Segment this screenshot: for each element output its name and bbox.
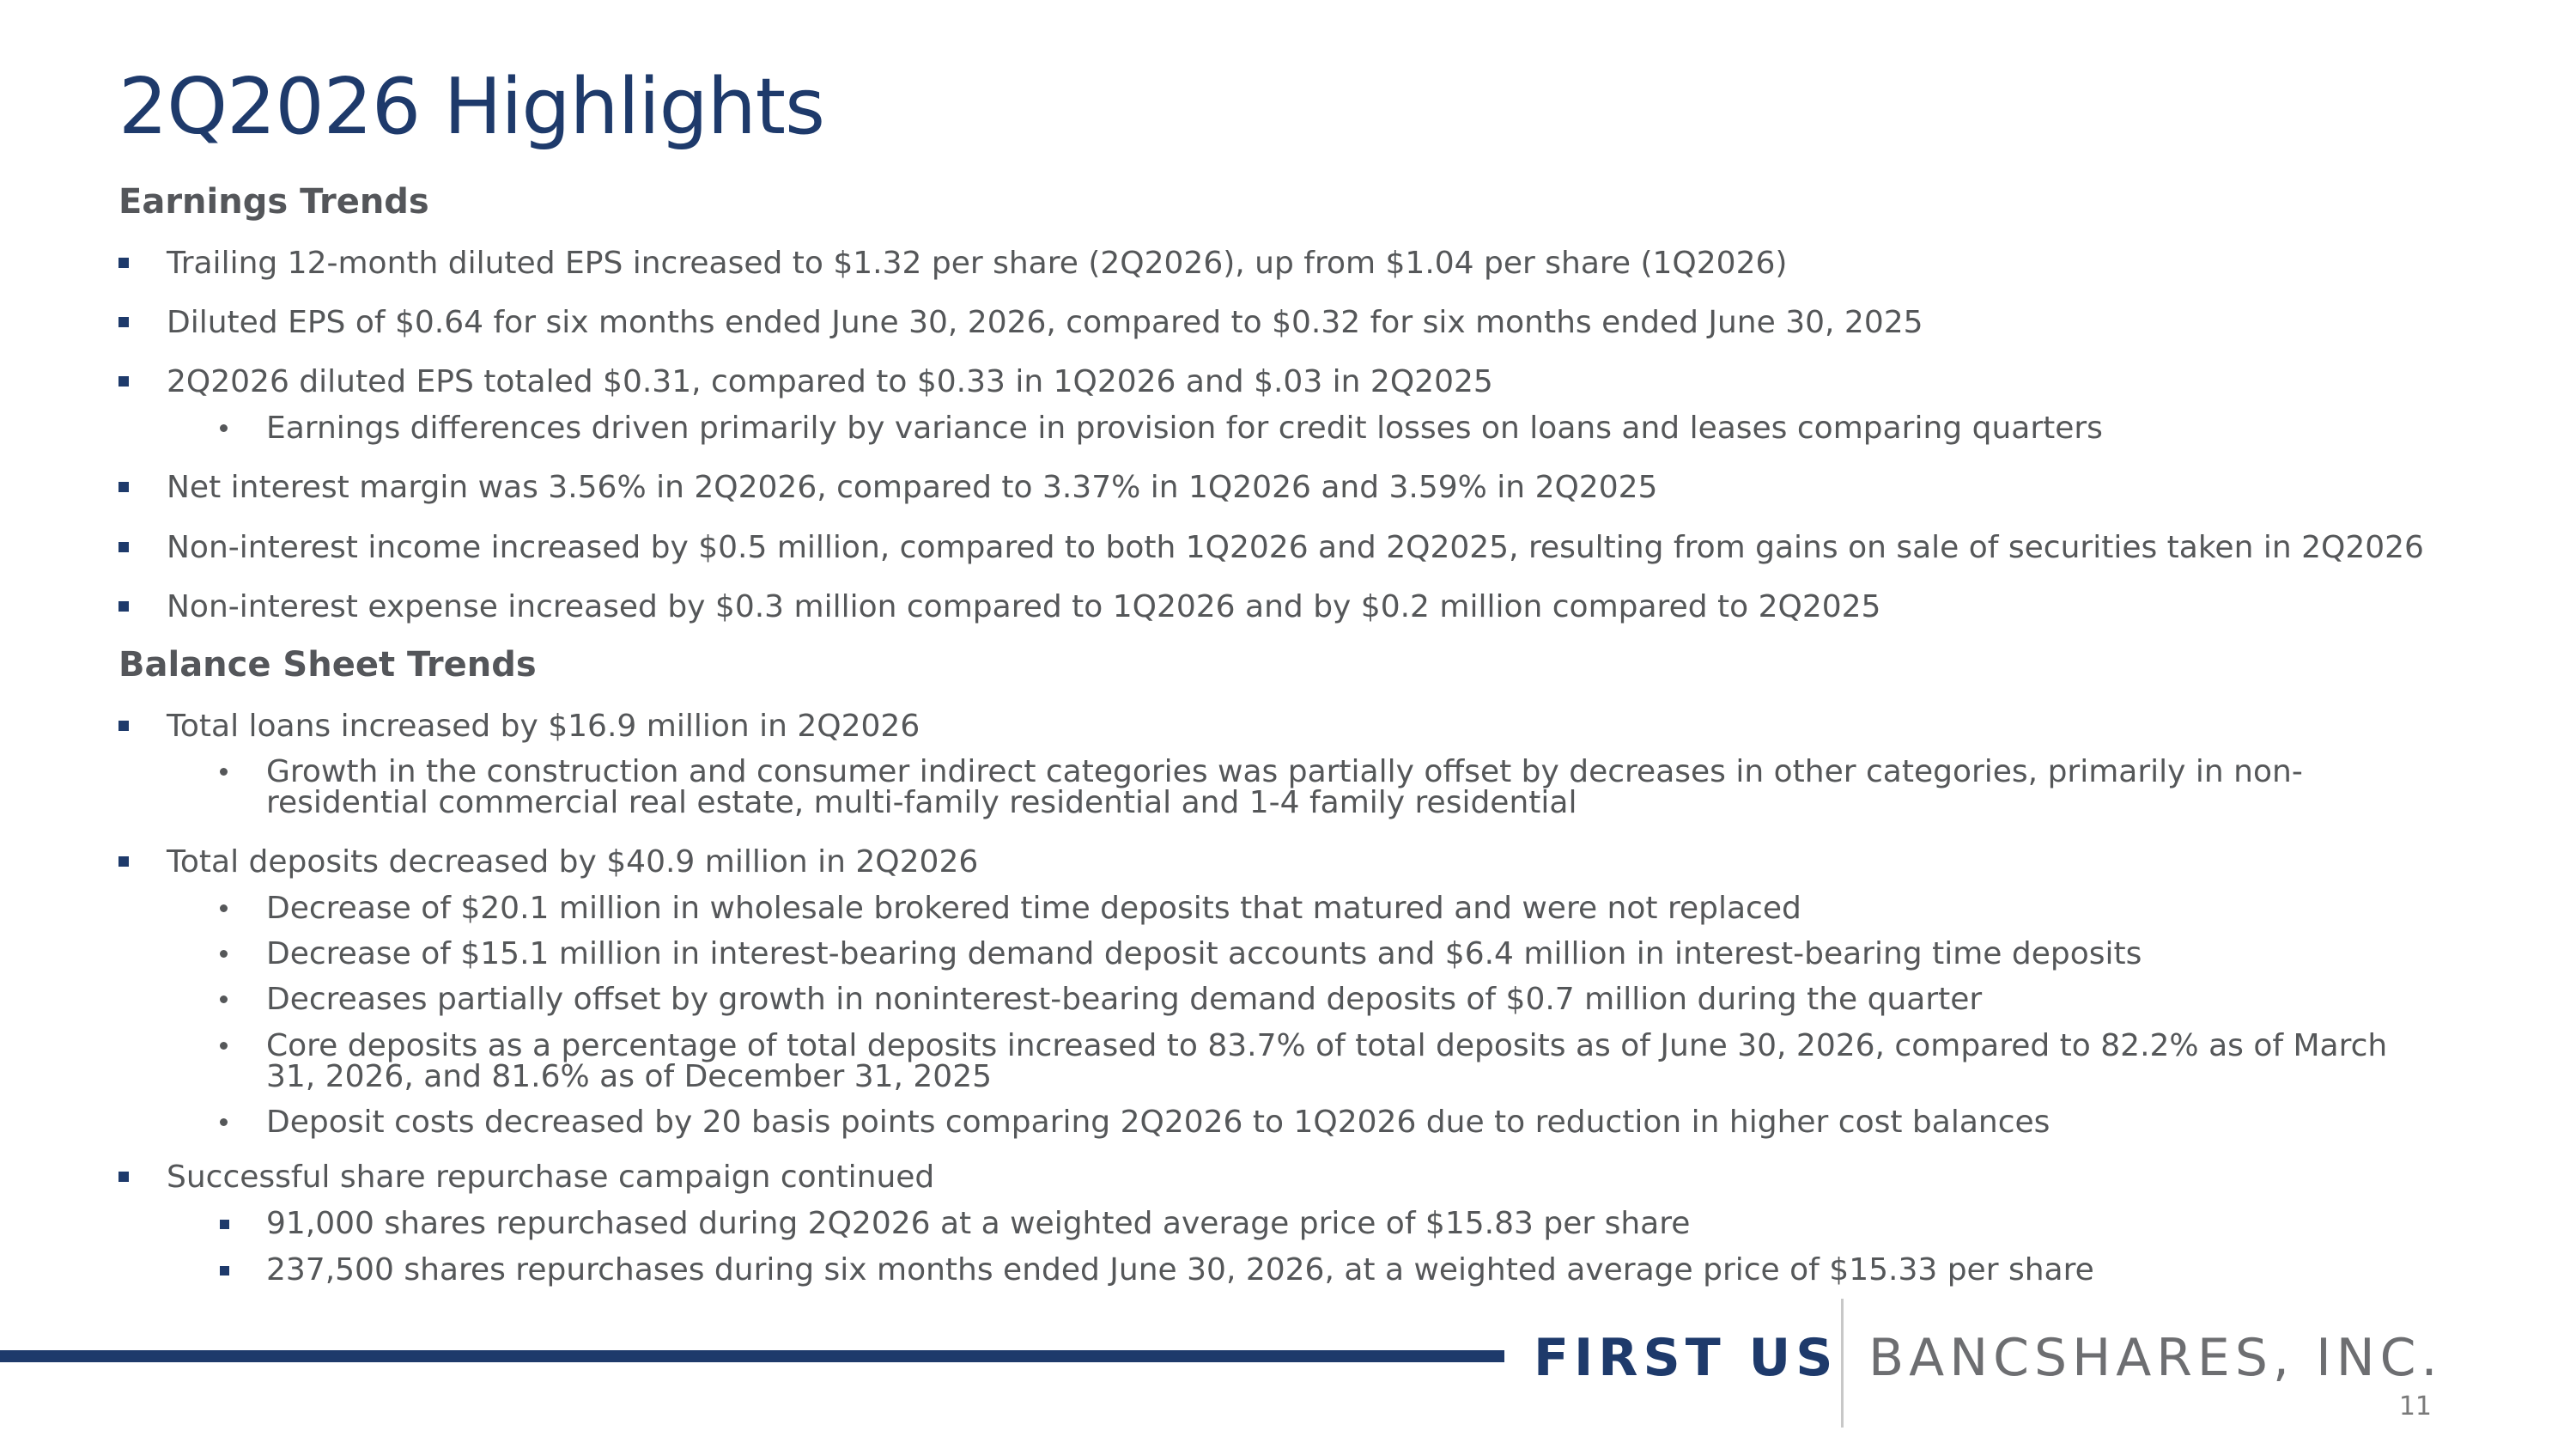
page-number: 11 (2398, 1391, 2432, 1422)
square-bullet-icon (118, 601, 129, 612)
round-bullet-icon (220, 424, 228, 432)
logo-divider (1841, 1299, 1844, 1428)
sub-bullet-text: Deposit costs decreased by 20 basis points comparing 2Q2026 to 1Q2026 due to reduction in higher cost balances (266, 1105, 2050, 1140)
round-bullet-icon (220, 768, 228, 776)
bullet-text: Total loans increased by $16.9 million in 2Q2026 (167, 709, 920, 744)
sub-bullet-text: 91,000 shares repurchased during 2Q2026 at a weighted average price of $15.83 per share (266, 1206, 1691, 1241)
square-bullet-icon (118, 721, 129, 731)
square-bullet-icon (118, 258, 129, 268)
square-bullet-icon (118, 317, 129, 327)
sub-bullet-text: 237,500 shares repurchases during six months ended June 30, 2026, at a weighted average price of $15.33 per share (266, 1252, 2094, 1288)
bullet-text: Diluted EPS of $0.64 for six months ended June 30, 2026, compared to $0.32 for six months ended June 30, 2025 (167, 305, 1923, 340)
square-bullet-icon (220, 1220, 229, 1229)
bullet-text: Non-interest income increased by $0.5 million, compared to both 1Q2026 and 2Q2025, resulting from gains on sale of securities taken in 2Q2026 (167, 530, 2424, 565)
sub-bullet-text: Decrease of $15.1 million in interest-bearing demand deposit accounts and $6.4 million in interest-bearing time deposits (266, 936, 2142, 971)
sub-bullet-text: Decreases partially offset by growth in noninterest-bearing demand deposits of $0.7 million during the quarter (266, 982, 1983, 1017)
bullet-text: Successful share repurchase campaign continued (167, 1160, 935, 1195)
bullet-text: 2Q2026 diluted EPS totaled $0.31, compared to $0.33 in 1Q2026 and $.03 in 2Q2025 (167, 364, 1493, 399)
earnings-trends-heading: Earnings Trends (118, 182, 429, 222)
round-bullet-icon (220, 904, 228, 912)
logo-first-us: FIRST US (1534, 1328, 1838, 1388)
bullet-text: Net interest margin was 3.56% in 2Q2026, compared to 3.37% in 1Q2026 and 3.59% in 2Q2025 (167, 470, 1658, 505)
logo-bancshares: BANCSHARES, INC. (1868, 1328, 2443, 1388)
sub-bullet-text: Earnings differences driven primarily by variance in provision for credit losses on loans and leases comparing quarters (266, 411, 2103, 446)
square-bullet-icon (118, 482, 129, 492)
round-bullet-icon (220, 1118, 228, 1126)
round-bullet-icon (220, 1042, 228, 1050)
bullet-text: Total deposits decreased by $40.9 million in 2Q2026 (167, 844, 979, 880)
square-bullet-icon (118, 376, 129, 387)
sub-bullet-text: Decrease of $20.1 million in wholesale brokered time deposits that matured and were not replaced (266, 891, 1801, 926)
footer-rule (0, 1350, 1504, 1362)
sub-bullet-text: Core deposits as a percentage of total deposits increased to 83.7% of total deposits as of June 30, 2026, compared to 82.2% as of March 31, 2026, and 81.6% as of December 31, 2025 (266, 1028, 2388, 1094)
sub-bullet-text: Growth in the construction and consumer indirect categories was partially offset by decreases in other categories, primarily in non-residential commercial real estate, multi-family residential and 1-4 family residential (266, 754, 2303, 820)
square-bullet-icon (118, 856, 129, 867)
square-bullet-icon (220, 1266, 229, 1275)
round-bullet-icon (220, 995, 228, 1003)
round-bullet-icon (220, 950, 228, 958)
page-title: 2Q2026 Highlights (118, 62, 824, 152)
square-bullet-icon (118, 1172, 129, 1182)
square-bullet-icon (118, 542, 129, 552)
balance-sheet-trends-heading: Balance Sheet Trends (118, 645, 537, 685)
bullet-text: Trailing 12-month diluted EPS increased to $1.32 per share (2Q2026), up from $1.04 per share (1Q2026) (167, 246, 1788, 281)
bullet-text: Non-interest expense increased by $0.3 million compared to 1Q2026 and by $0.2 million compared to 2Q2025 (167, 589, 1881, 624)
